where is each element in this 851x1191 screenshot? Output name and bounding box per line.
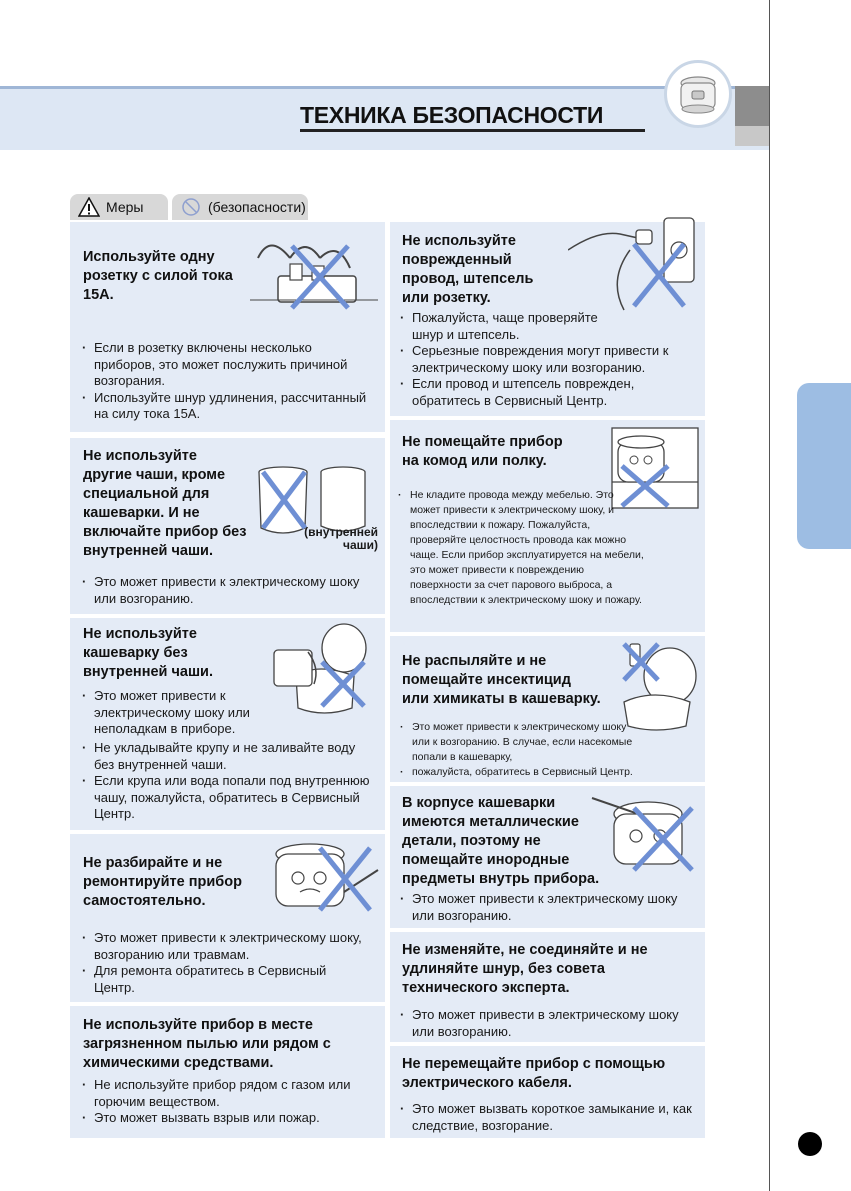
panel-heading: Не изменяйте, не соединяйте и не удлиняйте шнур, без совета технического эксперта. [402, 942, 648, 996]
panel-heading: Не распыляйте и не помещайте инсектицид или химикаты в кашеварку. [402, 653, 601, 707]
list-item: · Используйте шнур удлинения, рассчитанный на силу тока 15А. [80, 390, 370, 423]
prohibited-icon [180, 197, 202, 217]
page-title: ТЕХНИКА БЕЗОПАСНОСТИ [300, 102, 604, 128]
panel-bullets [80, 340, 370, 423]
bowl-caption: (внутренней чаши) [304, 525, 378, 552]
panel-heading: В корпусе кашеварки имеются металлические детали, поэтому не помещайте инородные предметы внутрь прибора. [402, 795, 600, 887]
panel-heading: Не используйте кашеварку без внутренней чаши. [83, 626, 213, 680]
page-number-dot [798, 1132, 822, 1156]
panel-bullets [396, 488, 646, 608]
list-item: · Это может вызвать взрыв или пожар. [80, 1110, 370, 1127]
panel-bullets [80, 1077, 370, 1127]
header-light-gray-block [735, 126, 770, 146]
list-item: · Для ремонта обратитесь в Сервисный Центр. [80, 963, 370, 996]
tab-safety [172, 194, 308, 220]
panel-dust-chemicals [70, 1006, 385, 1138]
list-item: · Не укладывайте крупу и не заливайте воду без внутренней чаши. [80, 740, 370, 773]
list-item: · Это может привести к электрическому шоку или к возгоранию. В случае, если насекомые попали в кашеварку, [398, 720, 642, 765]
panel-no-inner-bowl [70, 618, 385, 830]
panel-bullets [398, 310, 698, 409]
multi-plug-socket-crossed-icon [250, 228, 378, 321]
panel-heading: Не используйте прибор в месте загрязненном пылью или рядом с химическими средствами. [83, 1017, 331, 1071]
disassembly-crossed-icon [260, 834, 382, 929]
list-item: · Это может привести к электрическому шоку или неполадкам в приборе. [80, 688, 280, 738]
panel-heading: Не перемещайте прибор с помощью электрического кабеля. [402, 1056, 666, 1091]
damaged-plug-crossed-icon [568, 210, 698, 319]
panel-no-disassembly [70, 834, 385, 1002]
panel-damaged-cord [390, 222, 705, 416]
list-item: · Серьезные повреждения могут привести к электрическому шоку или возгоранию. [398, 343, 698, 376]
panel-bullets [398, 1007, 698, 1040]
panel-insecticide [390, 636, 705, 782]
panel-shelf [390, 420, 705, 632]
header-band-line [0, 86, 770, 89]
metal-objects-crossed-icon [588, 788, 704, 885]
panel-bullets [80, 930, 370, 996]
panel-single-socket [70, 222, 385, 432]
tab-measures-label: Меры [106, 199, 144, 215]
rice-cooker-icon [664, 60, 732, 128]
right-margin-line [769, 0, 770, 1191]
panel-heading: Не используйте другие чаши, кроме специальной для кашеварки. И не включайте прибор без внутренней чаши. [83, 448, 247, 559]
header-gray-block [735, 86, 770, 126]
panel-metal-parts [390, 786, 705, 928]
list-item: · Не кладите провода между мебелью. Это может привести к электрическому шоку, и впоследствии к пожару. Пожалуйста, проверяйте целостность провода как можно чаще. Если прибор эксплуатируется на мебели, это может привести к повреждению поверхности за счет парового выброса, а впоследствии к электрическому шоку и пожару. [396, 488, 646, 608]
list-item: · пожалуйста, обратитесь в Сервисный Центр. [398, 765, 688, 780]
tab-safety-label: (безопасности) [208, 199, 306, 215]
list-item: · Это может привести в электрическому шоку или возгоранию. [398, 1007, 698, 1040]
list-item: · Если крупа или вода попали под внутреннюю чашу, пожалуйста, обратитесь в Сервисный Центр. [80, 773, 370, 823]
list-item: · Это может привести к электрическому шоку или возгоранию. [398, 891, 698, 924]
warning-triangle-icon [78, 197, 100, 217]
panel-bullets [80, 688, 280, 738]
panel-bullets [80, 574, 370, 607]
panel-bullets-lower [80, 740, 370, 823]
panel-heading: Не разбирайте и не ремонтируйте прибор самостоятельно. [83, 855, 242, 909]
panel-bullets [398, 891, 698, 924]
title-underline [300, 129, 645, 132]
panel-cable-moving [390, 1046, 705, 1138]
list-item: · Это может привести к электрическому шоку, возгоранию или травмам. [80, 930, 370, 963]
panel-heading: Не используйте поврежденный провод, штепсель или розетку. [402, 233, 534, 306]
cooker-without-bowl-icon [268, 618, 378, 723]
side-section-tab [797, 383, 851, 549]
list-item: · Это может привести к электрическому шоку или возгоранию. [80, 574, 370, 607]
panel-bullets [398, 720, 688, 780]
list-item: · Не используйте прибор рядом с газом или горючим веществом. [80, 1077, 370, 1110]
list-item: · Пожалуйста, чаще проверяйте шнур и штепсель. [398, 310, 612, 343]
list-item: · Если в розетку включены несколько приборов, это может послужить причиной возгорания. [80, 340, 370, 390]
panel-cord-modification [390, 932, 705, 1042]
list-item: · Если провод и штепсель поврежден, обратитесь в Сервисный Центр. [398, 376, 698, 409]
panel-special-bowl [70, 438, 385, 614]
tab-measures [70, 194, 168, 220]
panel-heading: Не помещайте прибор на комод или полку. [402, 434, 563, 469]
list-item: · Это может вызвать короткое замыкание и, как следствие, возгорание. [398, 1101, 698, 1134]
panel-heading: Используйте одну розетку с силой тока 15А. [83, 249, 233, 303]
panel-bullets [398, 1101, 698, 1134]
